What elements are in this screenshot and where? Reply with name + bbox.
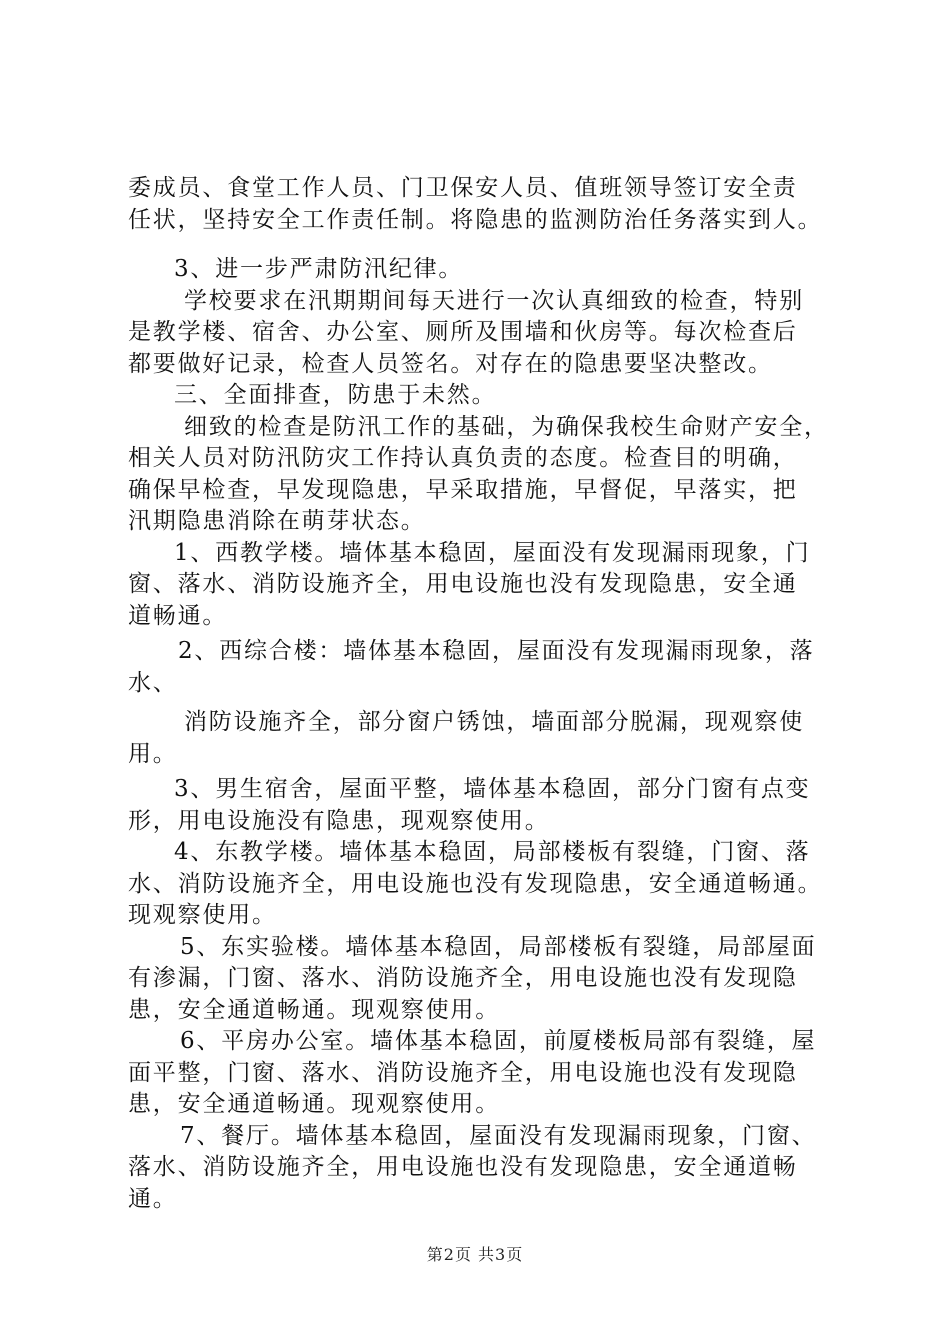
list-item-line: 患，安全通道畅通。现观察使用。 bbox=[128, 996, 500, 1023]
section-heading: 3、进一步严肃防汛纪律。 bbox=[174, 256, 464, 282]
list-item-line: 3、男生宿舍，屋面平整，墙体基本稳固，部分门窗有点变 bbox=[174, 776, 811, 802]
body-line: 委成员、食堂工作人员、门卫保安人员、值班领导签订安全责 bbox=[128, 175, 798, 201]
list-item-line: 有渗漏，门窗、落水、消防设施齐全，用电设施也没有发现隐 bbox=[128, 965, 798, 991]
list-item-line: 患，安全通道畅通。现观察使用。 bbox=[128, 1091, 500, 1117]
body-line: 相关人员对防汛防灾工作持认真负责的态度。检查目的明确， bbox=[128, 445, 798, 471]
list-item-line: 水、 bbox=[128, 669, 178, 696]
body-line: 学校要求在汛期期间每天进行一次认真细致的检查，特别 bbox=[184, 287, 804, 314]
list-item-line: 形，用电设施没有隐患，现观察使用。 bbox=[128, 807, 550, 834]
list-item-line: 用。 bbox=[128, 740, 178, 767]
body-line: 确保早检查，早发现隐患，早采取措施，早督促，早落实，把 bbox=[128, 476, 798, 503]
list-item-line: 5、东实验楼。墙体基本稳固，局部楼板有裂缝，局部屋面 bbox=[180, 933, 817, 960]
document-body bbox=[128, 173, 850, 1215]
list-item-line: 现观察使用。 bbox=[128, 902, 277, 928]
list-item-line: 落水、消防设施齐全，用电设施也没有发现隐患，安全通道畅 bbox=[128, 1154, 798, 1180]
body-line: 细致的检查是防汛工作的基础，为确保我校生命财产安全， bbox=[184, 413, 829, 440]
page-number-footer: 第2页 共3页 bbox=[426, 1245, 524, 1264]
list-item-line: 水、消防设施齐全，用电设施也没有发现隐患，安全通道畅通。 bbox=[128, 870, 823, 897]
body-line: 都要做好记录，检查人员签名。对存在的隐患要坚决整改。 bbox=[128, 350, 773, 377]
list-item-line: 1、西教学楼。墙体基本稳固，屋面没有发现漏雨现象，门 bbox=[174, 539, 811, 566]
list-item-line: 6、平房办公室。墙体基本稳固，前厦楼板局部有裂缝，屋 bbox=[180, 1028, 817, 1054]
body-line: 汛期隐患消除在萌芽状态。 bbox=[128, 508, 426, 534]
body-line: 任状，坚持安全工作责任制。将隐患的监测防治任务落实到人。 bbox=[128, 206, 823, 233]
body-line: 是教学楼、宿舍、办公室、厕所及围墙和伙房等。每次检查后 bbox=[128, 319, 798, 345]
section-heading: 三、全面排查，防患于未然。 bbox=[174, 382, 497, 408]
list-item-line: 通。 bbox=[128, 1185, 178, 1212]
list-item-line: 7、餐厅。墙体基本稳固，屋面没有发现漏雨现象，门窗、 bbox=[180, 1122, 817, 1149]
list-item-line: 消防设施齐全，部分窗户锈蚀，墙面部分脱漏，现观察使 bbox=[184, 709, 804, 735]
list-item-line: 2、西综合楼：墙体基本稳固，屋面没有发现漏雨现象，落 bbox=[178, 638, 815, 664]
list-item-line: 4、东教学楼。墙体基本稳固，局部楼板有裂缝，门窗、落 bbox=[174, 839, 811, 865]
list-item-line: 面平整，门窗、落水、消防设施齐全，用电设施也没有发现隐 bbox=[128, 1059, 798, 1086]
list-item-line: 窗、落水、消防设施齐全，用电设施也没有发现隐患，安全通 bbox=[128, 571, 798, 597]
list-item-line: 道畅通。 bbox=[128, 602, 228, 629]
